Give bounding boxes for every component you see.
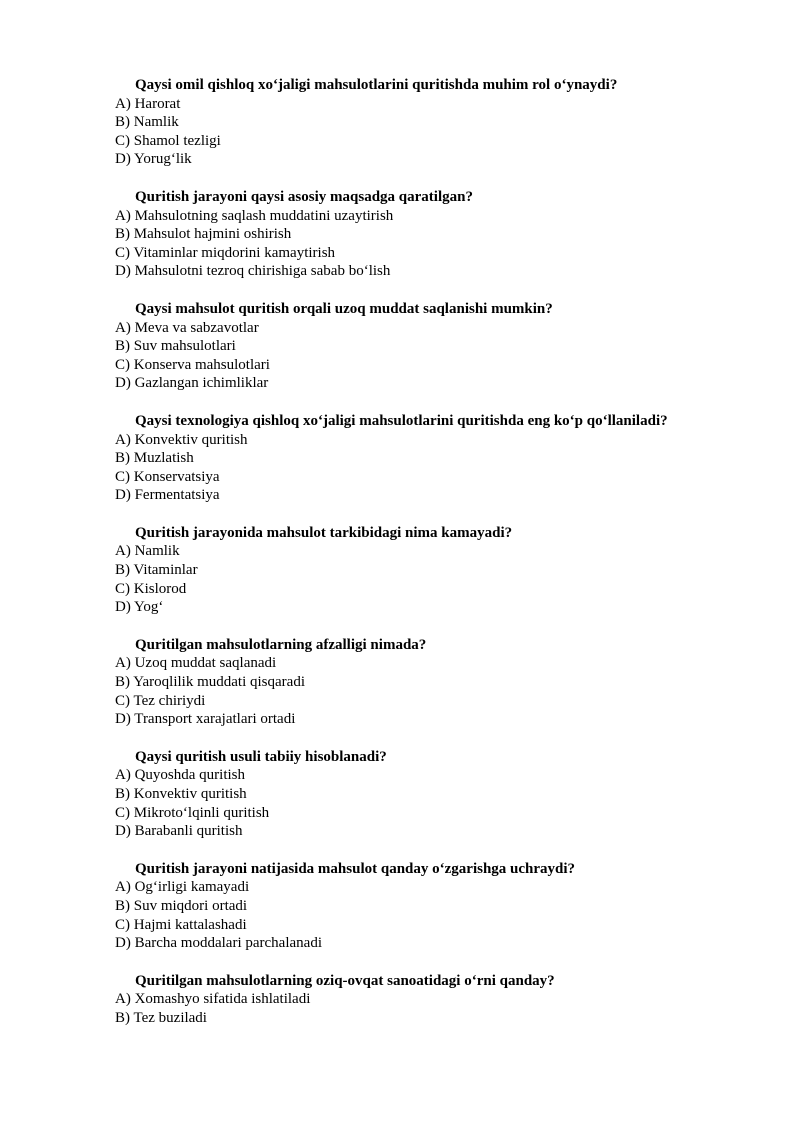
- question-block-5: [115, 524, 735, 617]
- options-list: [115, 654, 735, 728]
- question-block-3: [115, 300, 735, 393]
- question-text: Quritish jarayoni qaysi asosiy maqsadga qaratilgan?: [135, 188, 473, 205]
- option-b: B) Tez buziladi: [115, 1009, 207, 1026]
- option-c: C) Hajmi kattalashadi: [115, 916, 247, 933]
- option-d: D) Fermentatsiya: [115, 487, 220, 504]
- options-list: [115, 95, 735, 169]
- question-block-4: [115, 412, 735, 505]
- question-text: Quritish jarayoni natijasida mahsulot qanday o‘zgarishga uchraydi?: [135, 860, 576, 877]
- options-list: [115, 990, 735, 1027]
- option-d: D) Barcha moddalari parchalanadi: [115, 935, 322, 952]
- question-text: Quritish jarayonida mahsulot tarkibidagi nima kamayadi?: [135, 524, 513, 541]
- option-b: B) Muzlatish: [115, 450, 194, 467]
- option-b: B) Namlik: [115, 114, 179, 131]
- document-page: [115, 76, 735, 1047]
- question-text: Qaysi quritish usuli tabiiy hisoblanadi?: [135, 748, 387, 765]
- option-c: C) Konservatsiya: [115, 468, 220, 485]
- option-b: B) Vitaminlar: [115, 562, 198, 579]
- option-c: C) Konserva mahsulotlari: [115, 356, 270, 373]
- option-c: C) Kislorod: [115, 580, 187, 597]
- option-a: A) Uzoq muddat saqlanadi: [115, 655, 277, 672]
- option-d: D) Gazlangan ichimliklar: [115, 375, 269, 392]
- option-a: A) Og‘irligi kamayadi: [115, 879, 250, 896]
- option-d: D) Mahsulotni tezroq chirishiga sabab bo‘lish: [115, 263, 391, 280]
- question-text: Quritilgan mahsulotlarning afzalligi nimada?: [135, 636, 427, 653]
- option-d: D) Transport xarajatlari ortadi: [115, 711, 296, 728]
- option-c: C) Tez chiriydi: [115, 692, 206, 709]
- question-block-7: [115, 748, 735, 841]
- question-block-2: [115, 188, 735, 281]
- question-block-1: [115, 76, 735, 169]
- option-b: B) Yaroqlilik muddati qisqaradi: [115, 674, 305, 691]
- question-text: Qaysi mahsulot quritish orqali uzoq muddat saqlanishi mumkin?: [135, 300, 553, 317]
- option-b: B) Suv miqdori ortadi: [115, 897, 248, 914]
- option-d: D) Barabanli quritish: [115, 823, 243, 840]
- option-b: B) Suv mahsulotlari: [115, 338, 236, 355]
- option-a: A) Meva va sabzavotlar: [115, 319, 259, 336]
- options-list: [115, 319, 735, 393]
- option-a: A) Harorat: [115, 95, 181, 112]
- option-b: B) Konvektiv quritish: [115, 786, 247, 802]
- options-list: [115, 431, 735, 505]
- option-a: A) Namlik: [115, 543, 180, 560]
- option-d: D) Yorug‘lik: [115, 151, 192, 168]
- options-list: [115, 766, 735, 840]
- question-text: Qaysi texnologiya qishloq xo‘jaligi mahsulotlarini quritishda eng ko‘p qo‘llaniladi?: [135, 412, 668, 429]
- option-c: C) Vitaminlar miqdorini kamaytirish: [115, 244, 336, 261]
- options-list: [115, 542, 735, 616]
- question-block-6: [115, 636, 735, 729]
- question-text: Qaysi omil qishloq xo‘jaligi mahsulotlarini quritishda muhim rol o‘ynaydi?: [135, 77, 618, 93]
- question-block-9: [115, 972, 735, 1028]
- options-list: [115, 207, 735, 281]
- options-list: [115, 878, 735, 952]
- option-a: A) Xomashyo sifatida ishlatiladi: [115, 991, 311, 1008]
- option-a: A) Konvektiv quritish: [115, 431, 248, 448]
- option-a: A) Quyoshda quritish: [115, 767, 245, 784]
- question-block-8: [115, 860, 735, 953]
- option-d: D) Yog‘: [115, 599, 164, 616]
- option-c: C) Mikroto‘lqinli quritish: [115, 804, 270, 821]
- option-a: A) Mahsulotning saqlash muddatini uzaytirish: [115, 207, 394, 224]
- question-text: Quritilgan mahsulotlarning oziq-ovqat sanoatidagi o‘rni qanday?: [135, 972, 555, 989]
- option-b: B) Mahsulot hajmini oshirish: [115, 226, 292, 243]
- option-c: C) Shamol tezligi: [115, 132, 221, 149]
